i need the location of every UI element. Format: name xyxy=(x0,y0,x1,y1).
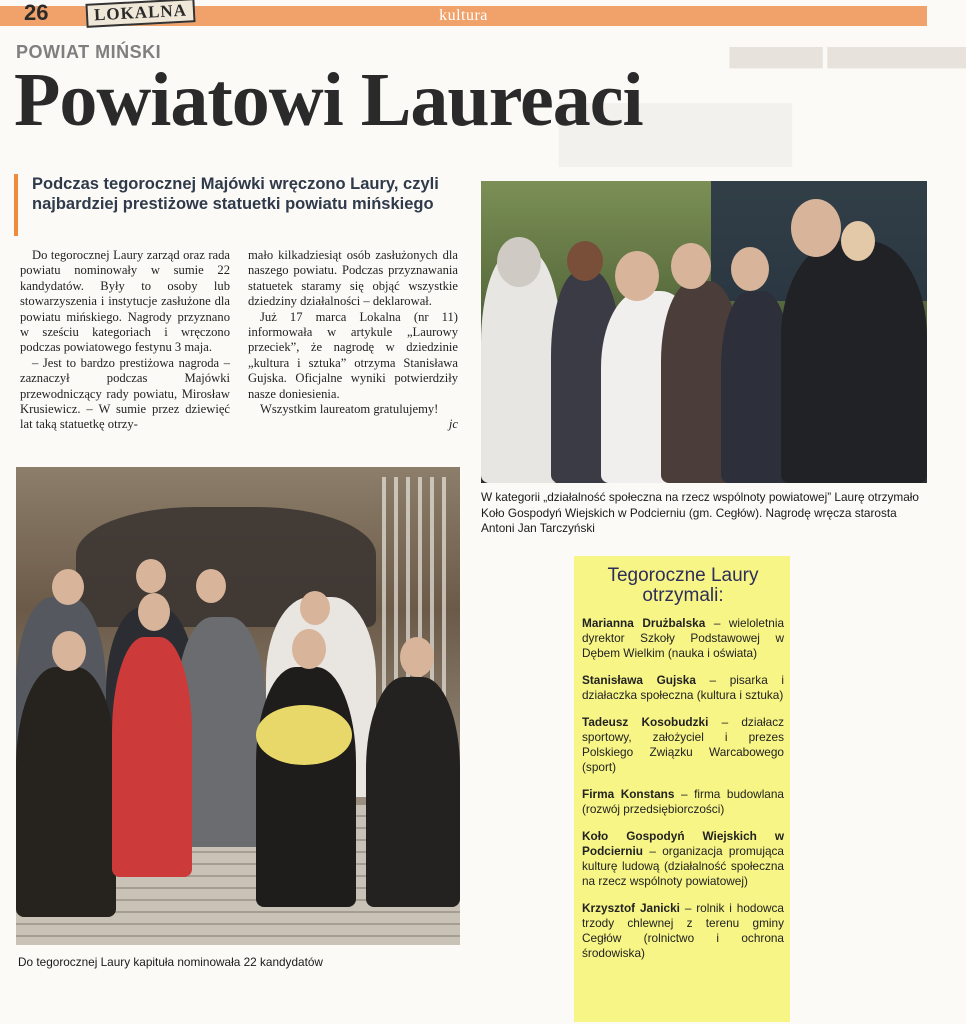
section-label: kultura xyxy=(439,7,488,24)
lead-paragraph: Podczas tegorocznej Majówki wręczono Laury, czyli najbardziej prestiżowe statuetki powiatu mińskiego xyxy=(32,175,439,213)
body-paragraph: – Jest to bardzo prestiżowa nagroda – zaznaczył podczas Majówki przewodniczący rady powiatu, Mirosław Krusiewicz. – W sumie przez dziewięć lat taką statuetkę otrzy- xyxy=(20,355,230,432)
body-paragraph: Do tegorocznej Laury zarząd oraz rada powiatu nominowały w sumie 22 kandydatów. Były to osoby lub stowarzyszenia i instytucje zasłużone dla powiatu mińskiego. Nagrody przyznano w sześciu kategoriach i wręczono podczas powiatowego festynu 3 maja. xyxy=(20,248,230,355)
newspaper-logo: LOKALNA xyxy=(85,0,195,28)
laureate-description: – wieloletnia dyrektor Szkoły Podstawowej w Dębem Wielkim (nauka i oświata) xyxy=(582,616,785,660)
laureate-entry xyxy=(582,787,784,817)
laureate-description: – firma budowlana (rozwój przedsiębiorczości) xyxy=(582,787,784,816)
body-paragraph: mało kilkadziesiąt osób zasłużonych dla naszego powiatu. Podczas przyznawania statuetek staramy się objąć wszystkie dziedziny działalności – deklarował. xyxy=(248,248,458,309)
laureate-description: – rolnik i hodowca trzody chlewnej z terenu gminy Cegłów (rolnictwo i ochrona środowiska) xyxy=(582,901,784,960)
laureate-description: – organizacja promująca kulturę ludową (działalność społeczna na rzecz wspólnoty powiatowej) xyxy=(582,844,784,888)
bleed-through-decoration: ▇▇▇▇▇▇ ▇▇▇▇▇▇▇▇▇ xyxy=(730,46,966,68)
article-column-2 xyxy=(248,248,458,433)
laureate-name: Krzysztof Janicki xyxy=(582,901,680,915)
laureate-entry xyxy=(582,616,784,661)
laureate-entry xyxy=(582,829,784,889)
body-paragraph: Wszystkim laureatom gratulujemy! xyxy=(260,402,439,417)
headline: Powiatowi Laureaci xyxy=(14,58,643,142)
laureate-name: Stanisława Gujska xyxy=(582,673,696,687)
laureate-name: Firma Konstans xyxy=(582,787,675,801)
laureates-group-photo xyxy=(16,467,460,945)
infobox-title: Tegoroczne Laury otrzymali: xyxy=(607,565,759,606)
body-paragraph: Już 17 marca Lokalna (nr 11) informowała w artykule „Laurowy przeciek”, że nagrodę w dziedzinie „kultura i sztuka” otrzyma Stanisława Gujska. Oficjalne wyniki potwierdziły nasze doniesienia. xyxy=(248,309,458,401)
laureate-name: Marianna Drużbalska xyxy=(582,616,706,630)
main-photo-caption: W kategorii „działalność społeczna na rzecz wspólnoty powiatowej” Laurę otrzymało Koło Gospodyń Wiejskich w Podcierniu (gm. Cegłów). Nagrodę wręcza starosta Antoni Jan Tarczyński xyxy=(481,490,919,535)
laureate-name: Koło Gospodyń Wiejskich w Podcierniu xyxy=(582,829,784,858)
award-ceremony-photo xyxy=(481,181,927,483)
lead-accent-bar xyxy=(14,174,18,236)
laureates-infobox xyxy=(574,556,790,1022)
laureate-entry xyxy=(582,901,784,961)
page-number: 26 xyxy=(24,0,49,25)
bleed-through-decoration: ▇▇▇▇▇ xyxy=(560,97,791,164)
article-column-1 xyxy=(20,248,230,433)
laureate-entry xyxy=(582,673,784,703)
laureate-entry xyxy=(582,715,784,775)
author-signature: jc xyxy=(448,417,458,432)
region-kicker: POWIAT MIŃSKI xyxy=(16,42,162,62)
laureate-description: – działacz sportowy, założyciel i prezes Polskiego Związku Warcabowego (sport) xyxy=(582,715,784,774)
group-photo-caption: Do tegorocznej Laury kapituła nominowała 22 kandydatów xyxy=(18,955,323,969)
laureate-name: Tadeusz Kosobudzki xyxy=(582,715,709,729)
laureate-description: – pisarka i działaczka społeczna (kultura i sztuka) xyxy=(582,673,784,702)
